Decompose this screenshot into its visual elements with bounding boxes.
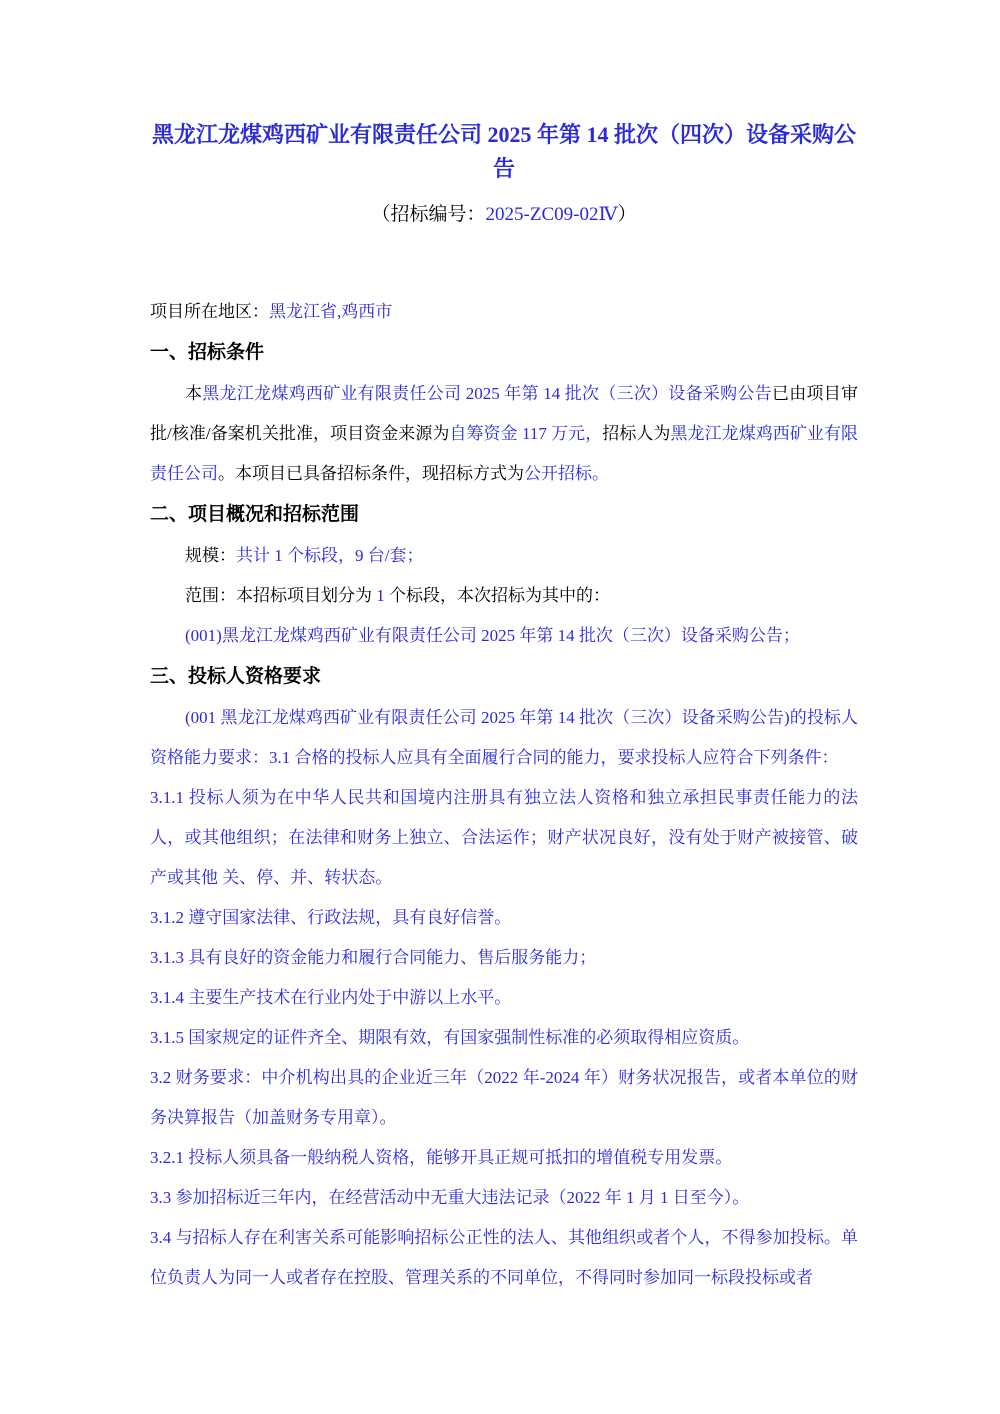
qualification-intro-paragraph: (001 黑龙江龙煤鸡西矿业有限责任公司 2025 年第 14 批次（三次）设备采购公告)的投标人资格能力要求：3.1 合格的投标人应具有全面履行合同的能力，要求投标人应符合下列条件： bbox=[150, 708, 858, 767]
clause-3-1-4: 3.1.4 主要生产技术在行业内处于中游以上水平。 bbox=[150, 988, 512, 1007]
section-2-heading: 二、项目概况和招标范围 bbox=[150, 504, 360, 525]
text-segment: 范围：本招标项目划分为 bbox=[185, 586, 377, 605]
scale-label: 规模： bbox=[185, 546, 236, 565]
text-segment: 本 bbox=[185, 384, 203, 403]
text-segment: 个标段，本次招标为其中的： bbox=[384, 586, 610, 605]
project-region-line bbox=[150, 292, 858, 332]
text-segment: 。本项目已具备招标条件，现招标方式为 bbox=[218, 464, 524, 483]
tender-reference-label: （招标编号： bbox=[371, 204, 486, 225]
tender-reference-close: ） bbox=[617, 204, 637, 225]
scope-line bbox=[150, 576, 858, 616]
tender-reference-code: 2025-ZC09-02Ⅳ bbox=[485, 204, 618, 225]
section-3-heading: 三、投标人资格要求 bbox=[150, 666, 322, 687]
tenderer-name-link: 黑龙江龙煤鸡西矿业有限责任公司 bbox=[150, 424, 859, 483]
section-1-heading: 一、招标条件 bbox=[150, 342, 265, 363]
clause-3-1-3: 3.1.3 具有良好的资金能力和履行合同能力、售后服务能力； bbox=[150, 948, 597, 967]
bidding-method-value: 公开招标。 bbox=[524, 464, 609, 483]
section-1-paragraph bbox=[150, 374, 858, 494]
tender-reference-line bbox=[150, 200, 858, 230]
clause-3-2-1: 3.2.1 投标人须具备一般纳税人资格，能够开具正规可抵扣的增值税专用发票。 bbox=[150, 1148, 733, 1167]
lot-001-line: (001)黑龙江龙煤鸡西矿业有限责任公司 2025 年第 14 批次（三次）设备采购公告； bbox=[185, 626, 800, 645]
text-segment: 已由项目审批/核准/备案机关批准，项目资金来源为 bbox=[150, 384, 859, 443]
funding-source-value: 自筹资金 117 万元， bbox=[449, 424, 603, 443]
document-content bbox=[150, 118, 858, 1298]
scale-value: 共计 1 个标段，9 台/套； bbox=[236, 546, 424, 565]
clause-3-4: 3.4 与招标人存在利害关系可能影响招标公正性的法人、其他组织或者个人，不得参加投标。单位负责人为同一人或者存在控股、管理关系的不同单位，不得同时参加同一标段投标或者 bbox=[150, 1228, 858, 1287]
clause-3-1-5: 3.1.5 国家规定的证件齐全、期限有效，有国家强制性标准的必须取得相应资质。 bbox=[150, 1028, 750, 1047]
project-name-link: 黑龙江龙煤鸡西矿业有限责任公司 2025 年第 14 批次（三次）设备采购公告 bbox=[202, 384, 772, 403]
clause-3-2: 3.2 财务要求：中介机构出具的企业近三年（2022 年-2024 年）财务状况报告，或者本单位的财务决算报告（加盖财务专用章）。 bbox=[150, 1068, 858, 1127]
document-title: 黑龙江龙煤鸡西矿业有限责任公司 2025 年第 14 批次（四次）设备采购公告 bbox=[151, 122, 856, 181]
clause-3-1-2: 3.1.2 遵守国家法律、行政法规，具有良好信誉。 bbox=[150, 908, 512, 927]
clause-3-1-1: 3.1.1 投标人须为在中华人民共和国境内注册具有独立法人资格和独立承担民事责任能力的法人，或其他组织；在法律和财务上独立、合法运作；财产状况良好，没有处于财产被接管、破产或其他 关、停、并、转状态。 bbox=[150, 788, 858, 887]
project-region-value: 黑龙江省,鸡西市 bbox=[269, 302, 393, 321]
text-segment: 招标人为 bbox=[602, 424, 671, 443]
lot-count-value: 1 bbox=[376, 586, 385, 605]
project-region-label: 项目所在地区： bbox=[150, 302, 269, 321]
clause-3-3: 3.3 参加招标近三年内，在经营活动中无重大违法记录（2022 年 1 月 1 日至今）。 bbox=[150, 1188, 750, 1207]
scale-line bbox=[150, 536, 858, 576]
